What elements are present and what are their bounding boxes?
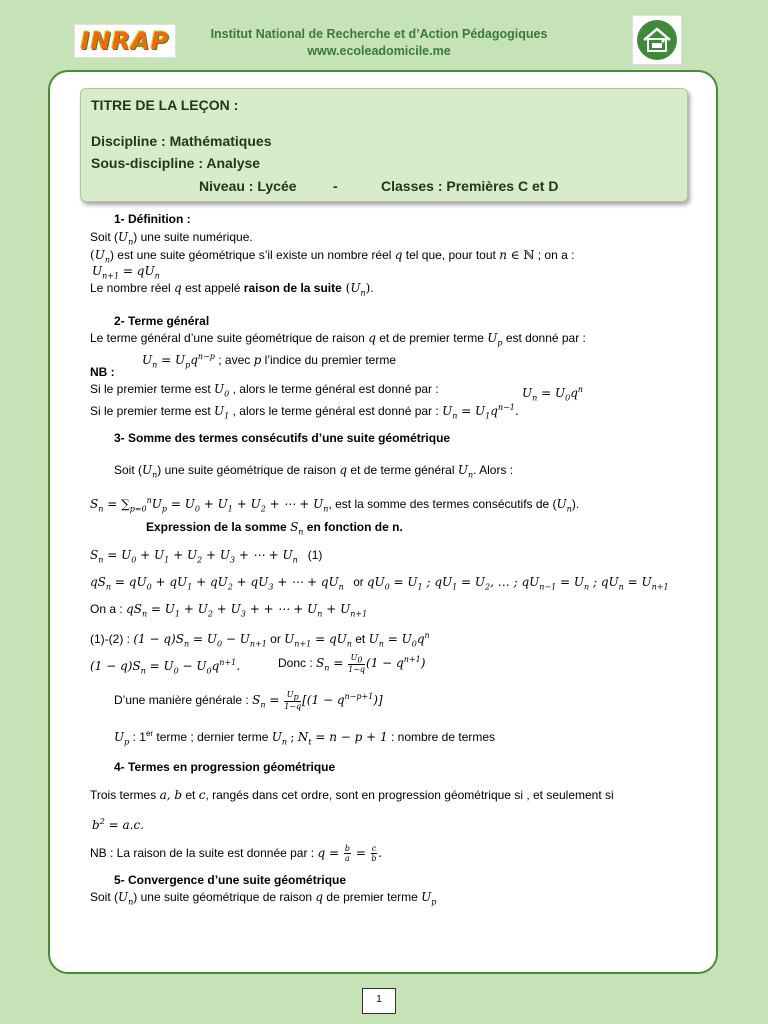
- sub-discipline: Sous-discipline : Analyse: [91, 155, 261, 171]
- section-1-heading: 1- Définition :: [114, 212, 191, 226]
- inrap-logo: [74, 24, 176, 58]
- s3-eq-3: On a : $qS_n = U_1 + U_2 + U_3$ + + ⋯ + $U_n + U_{n+1}$: [90, 602, 368, 619]
- s3-sum-definition: $S_n = \sum_{p=0}^nU_p = U_0 + U_1 + U_2$ + ⋯ + $U_n$, est la somme des termes consécutifs de $(U_n)$.: [90, 496, 580, 514]
- school-house-icon: [632, 15, 682, 65]
- inrap-logo-text: INRAP: [80, 27, 170, 55]
- s1-formula: $U_{n+1} = qU_n$: [92, 264, 160, 281]
- s4-line-1: Trois termes a, b et c, rangés dans cet ordre, sont en progression géométrique si , et seulement si: [90, 788, 614, 802]
- s1-line-2: $(U_n)$ est une suite géométrique s’il existe un nombre réel q tel que, pour tout n ∈ ℕ ; on a :: [90, 248, 575, 265]
- s2-line-1: Le terme général d’une suite géométrique de raison q et de premier terme $U_p$ est donné par :: [90, 331, 586, 348]
- section-2-heading: 2- Terme général: [114, 314, 210, 328]
- s3-eq-1: $S_n = U_0 + U_1 + U_2 + U_3$ + ⋯ + $U_n$ (1): [90, 548, 323, 565]
- section-3-heading: 3- Somme des termes consécutifs d’une suite géométrique: [114, 431, 451, 445]
- page-number: 1: [362, 988, 396, 1014]
- section-4-heading: 4- Termes en progression géométrique: [114, 760, 336, 774]
- s3-expression-heading: Expression de la somme $S_n$ en fonction de n.: [146, 520, 403, 537]
- s2-formula-u0: $U_n = U_0q^n$: [522, 385, 584, 403]
- s4-condition: $b^2 = a.c$.: [92, 817, 145, 832]
- lesson-title: TITRE DE LA LEÇON :: [91, 97, 239, 113]
- s3-line-1: Soit $(U_n)$ une suite géométrique de raison q et de terme général $U_n$. Alors :: [114, 463, 514, 480]
- s2-formula: $U_n = U_pq^{n-p}$ ; avec p l’indice du premier terme: [142, 352, 396, 370]
- s1-line-1: Soit $(U_n)$ une suite numérique.: [90, 230, 253, 247]
- separator-dash: -: [333, 178, 338, 194]
- website-link[interactable]: www.ecoleadomicile.me: [307, 44, 451, 58]
- section-5-heading: 5- Convergence d’une suite géométrique: [114, 873, 347, 887]
- s3-eq-4: (1)-(2) : $(1 - q)S_n = U_0 - U_{n+1}$ or $U_{n+1} = qU_n$ et $U_n = U_0q^n$: [90, 631, 430, 649]
- s5-line-1: Soit $(U_n)$ une suite géométrique de raison q de premier terme $U_p$: [90, 890, 437, 907]
- header-text: [180, 26, 578, 60]
- s3-eq-2: $qS_n = qU_0 + qU_1 + qU_2 + qU_3$ + ⋯ + $qU_n$ or $qU_0 = U_1$ ; $qU_1 = U_2$, … ; $qU_{n-1} = U_n$ ; $qU_n = U_{n+1}$: [90, 575, 669, 592]
- s3-eq-5: $(1 - q)S_n = U_0 - U_0q^{n+1}$.: [90, 658, 241, 676]
- s2-line-3: Si le premier terme est $U_0$ , alors le terme général est donné par :: [90, 382, 439, 399]
- s1-line-4: Le nombre réel q est appelé raison de la suite $(U_n)$.: [90, 281, 374, 298]
- nb-label: NB :: [90, 365, 115, 379]
- s3-terms: $U_p$ : 1er terme ; dernier terme $U_n$ ; $N_t = n - p + 1$ : nombre de termes: [114, 729, 496, 747]
- lesson-title-box: [80, 88, 688, 202]
- s3-donc: Donc : $S_n$ = $\frac{U_0}{1-q}$ $(1 - q^{n+1})$: [278, 652, 426, 675]
- level: Niveau : Lycée: [199, 178, 297, 194]
- classes: Classes : Premières C et D: [381, 178, 559, 194]
- discipline: Discipline : Mathématiques: [91, 133, 272, 149]
- institute-name: Institut National de Recherche et d’Action Pédagogiques: [210, 27, 548, 41]
- s3-general: D’une manière générale : $S_n$ = $\frac{U_p}{1-q}$ $[(1 - q^{n-p+1})]$: [114, 689, 383, 712]
- s4-nb: NB : La raison de la suite est donnée par : q = $\frac{b}{a}$ = $\frac{c}{b}$ .: [90, 844, 383, 863]
- s2-line-4: Si le premier terme est $U_1$ , alors le terme général est donné par : $U_n = U_1q^{n-1}$.: [90, 403, 519, 421]
